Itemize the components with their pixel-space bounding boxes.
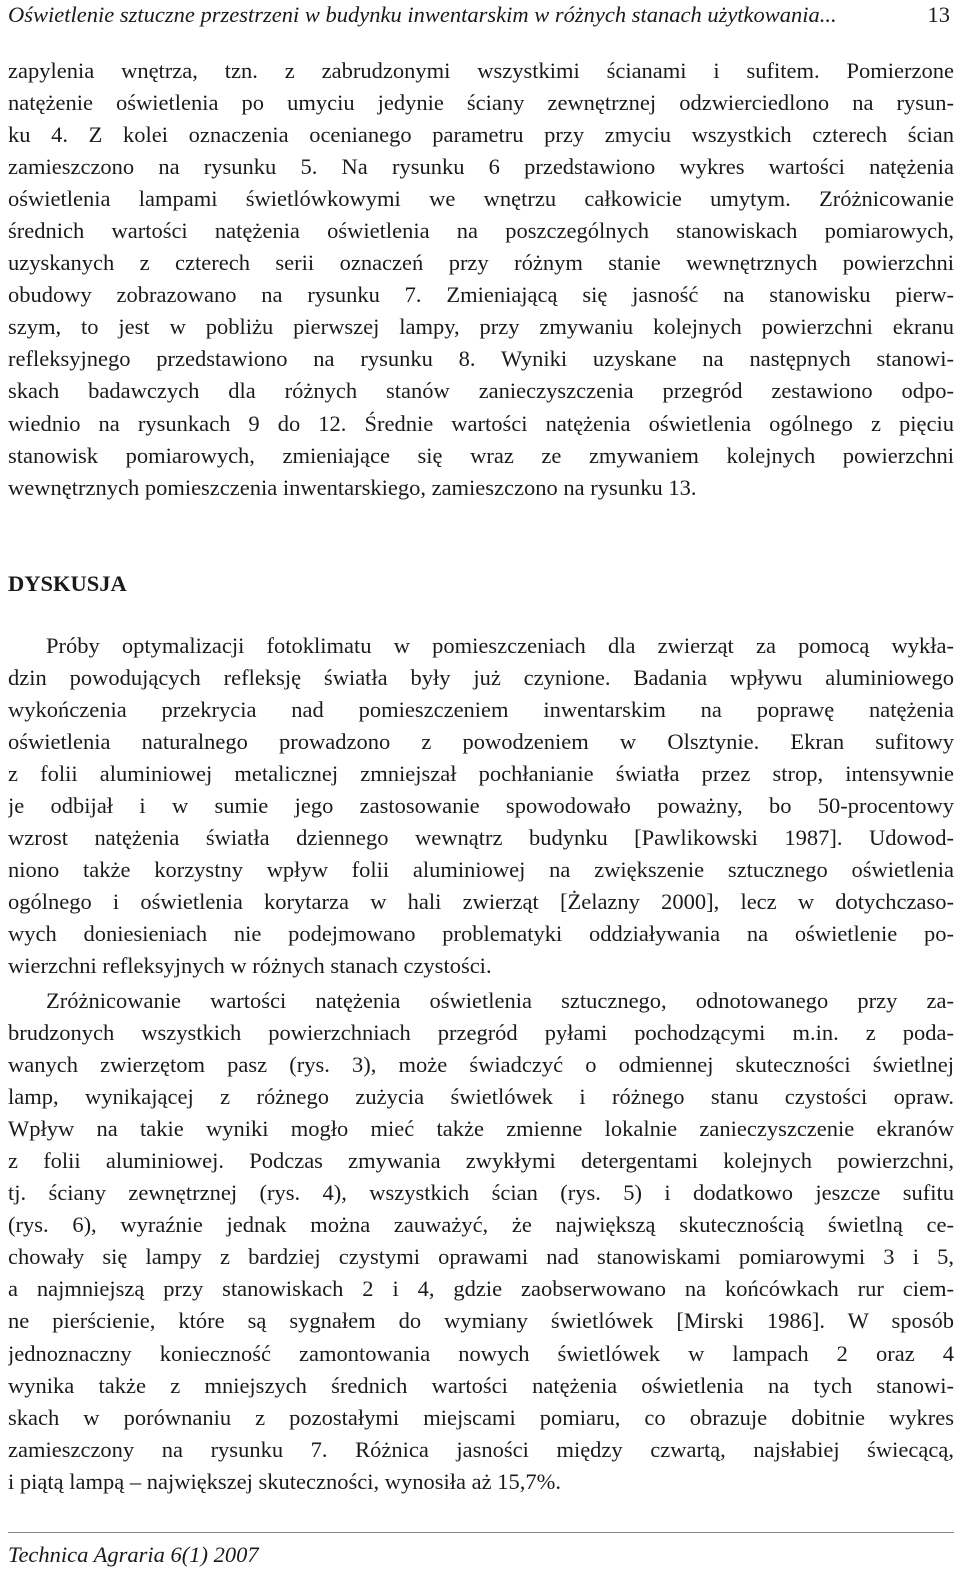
text-line: ne pierścienie, które są sygnałem do wymiany świetlówek [Mirski 1986]. W sposób — [8, 1308, 954, 1334]
text-line: lamp, wynikającej z różnego zużycia świetlówek i różnego stanu czystości opraw. — [8, 1084, 954, 1110]
running-header — [8, 0, 954, 30]
text-line: chowały się lampy z bardziej czystymi oprawami nad stanowiskami pomiarowymi 3 i 5, — [8, 1244, 954, 1270]
text-line: dzin powodujących refleksję światła były już czynione. Badania wpływu aluminiowego — [8, 665, 954, 691]
footer-divider — [8, 1532, 954, 1533]
text-line: skach badawczych dla różnych stanów zanieczyszczenia przegród zestawiono odpo- — [8, 378, 954, 404]
text-line: ku 4. Z kolei oznaczenia ocenianego parametru przy zmyciu wszystkich czterech ścian — [8, 122, 954, 148]
text-line: Próby optymalizacji fotoklimatu w pomieszczeniach dla zwierząt za pomocą wykła- — [46, 633, 954, 658]
page-number: 13 — [927, 2, 950, 27]
text-line: wzrost natężenia światła dziennego wewnątrz budynku [Pawlikowski 1987]. Udowod- — [8, 825, 954, 851]
text-line: zamieszczony na rysunku 7. Różnica jasności między czwartą, najsłabiej świecącą, — [8, 1436, 954, 1462]
text-line: i piątą lampą – największej skuteczności, wynosiła aż 15,7%. — [8, 1468, 561, 1494]
text-line: niono także korzystny wpływ folii aluminiowej na zwiększenie sztucznego oświetlenia — [8, 857, 954, 883]
text-line: obudowy zobrazowano na rysunku 7. Zmieniającą się jasność na stanowisku pierw- — [8, 282, 954, 308]
text-line: szym, to jest w pobliżu pierwszej lampy, przy zmywaniu kolejnych powierzchni ekranu — [8, 314, 954, 340]
discussion-paragraph-1 — [8, 630, 954, 983]
text-line: średnich wartości natężenia oświetlenia na poszczególnych stanowiskach pomiarowych, — [8, 218, 954, 244]
intro-paragraph — [8, 55, 954, 504]
text-line: wewnętrznych pomieszczenia inwentarskiego, zamieszczono na rysunku 13. — [8, 474, 697, 500]
text-line: uzyskanych z czterech serii oznaczeń przy różnym stanie wewnętrznych powierzchni — [8, 250, 954, 276]
text-line: zapylenia wnętrza, tzn. z zabrudzonymi wszystkimi ścianami i sufitem. Pomierzone — [8, 58, 954, 83]
running-header-title: Oświetlenie sztuczne przestrzeni w budynku inwentarskim w różnych stanach użytkowania... — [8, 2, 837, 27]
text-line: wanych zwierzętom pasz (rys. 3), może świadczyć o odmiennej skuteczności świetlnej — [8, 1052, 954, 1078]
text-line: wych doniesieniach nie podejmowano problematyki oddziaływania na oświetlenie po- — [8, 921, 954, 947]
text-line: zamieszczono na rysunku 5. Na rysunku 6 przedstawiono wykres wartości natężenia — [8, 154, 954, 180]
text-line: brudzonych wszystkich powierzchniach przegród pyłami pochodzącymi m.in. z poda- — [8, 1020, 954, 1046]
text-line: ogólnego i oświetlenia korytarza w hali zwierząt [Żelazny 2000], lecz w dotychczaso- — [8, 889, 954, 915]
text-line: z folii aluminiowej. Podczas zmywania zwykłymi detergentami kolejnych powierzchni, — [8, 1148, 954, 1174]
text-line: wynika także z mniejszych średnich wartości natężenia oświetlenia na tych stanowi- — [8, 1372, 954, 1398]
text-line: wierzchni refleksyjnych w różnych stanach czystości. — [8, 953, 492, 979]
section-heading: DYSKUSJA — [8, 571, 127, 596]
text-line: z folii aluminiowej metalicznej zmniejszał pochłanianie światła przez strop, intensywnie — [8, 761, 954, 787]
text-line: wykończenia przekrycia nad pomieszczeniem inwentarskim na poprawę natężenia — [8, 697, 954, 723]
text-line: skach w porównaniu z pozostałymi miejscami pomiaru, co obrazuje dobitnie wykres — [8, 1404, 954, 1430]
text-line: (rys. 6), wyraźnie jednak można zauważyć, że największą skutecznością świetlną ce- — [8, 1212, 954, 1238]
running-footer: Technica Agraria 6(1) 2007 — [8, 1542, 259, 1567]
text-line: natężenie oświetlenia po umyciu jedynie ściany zewnętrznej odzwierciedlono na rysun- — [8, 90, 954, 116]
text-line: tj. ściany zewnętrznej (rys. 4), wszystkich ścian (rys. 5) i dodatkowo jeszcze sufitu — [8, 1180, 954, 1206]
text-line: Wpływ na takie wyniki mogło mieć także zmienne lokalnie zanieczyszczenie ekranów — [8, 1116, 954, 1142]
text-line: jednoznaczny konieczność zamontowania nowych świetlówek w lampach 2 oraz 4 — [8, 1340, 954, 1366]
text-line: oświetlenia lampami świetlówkowymi we wnętrzu całkowicie umytym. Zróżnicowanie — [8, 186, 954, 212]
text-line: je odbijał i w sumie jego zastosowanie spowodowało poważny, bo 50-procentowy — [8, 793, 954, 819]
discussion-paragraph-2 — [8, 985, 954, 1498]
text-line: wiednio na rysunkach 9 do 12. Średnie wartości natężenia oświetlenia ogólnego z pięciu — [8, 410, 954, 436]
text-line: stanowisk pomiarowych, zmieniające się wraz ze zmywaniem kolejnych powierzchni — [8, 442, 954, 468]
text-line: refleksyjnego przedstawiono na rysunku 8. Wyniki uzyskane na następnych stanowi- — [8, 346, 954, 372]
text-line: Zróżnicowanie wartości natężenia oświetlenia sztucznego, odnotowanego przy za- — [46, 988, 954, 1013]
text-line: oświetlenia naturalnego prowadzono z powodzeniem w Olsztynie. Ekran sufitowy — [8, 729, 954, 755]
text-line: a najmniejszą przy stanowiskach 2 i 4, gdzie zaobserwowano na końcówkach rur ciem- — [8, 1276, 954, 1302]
